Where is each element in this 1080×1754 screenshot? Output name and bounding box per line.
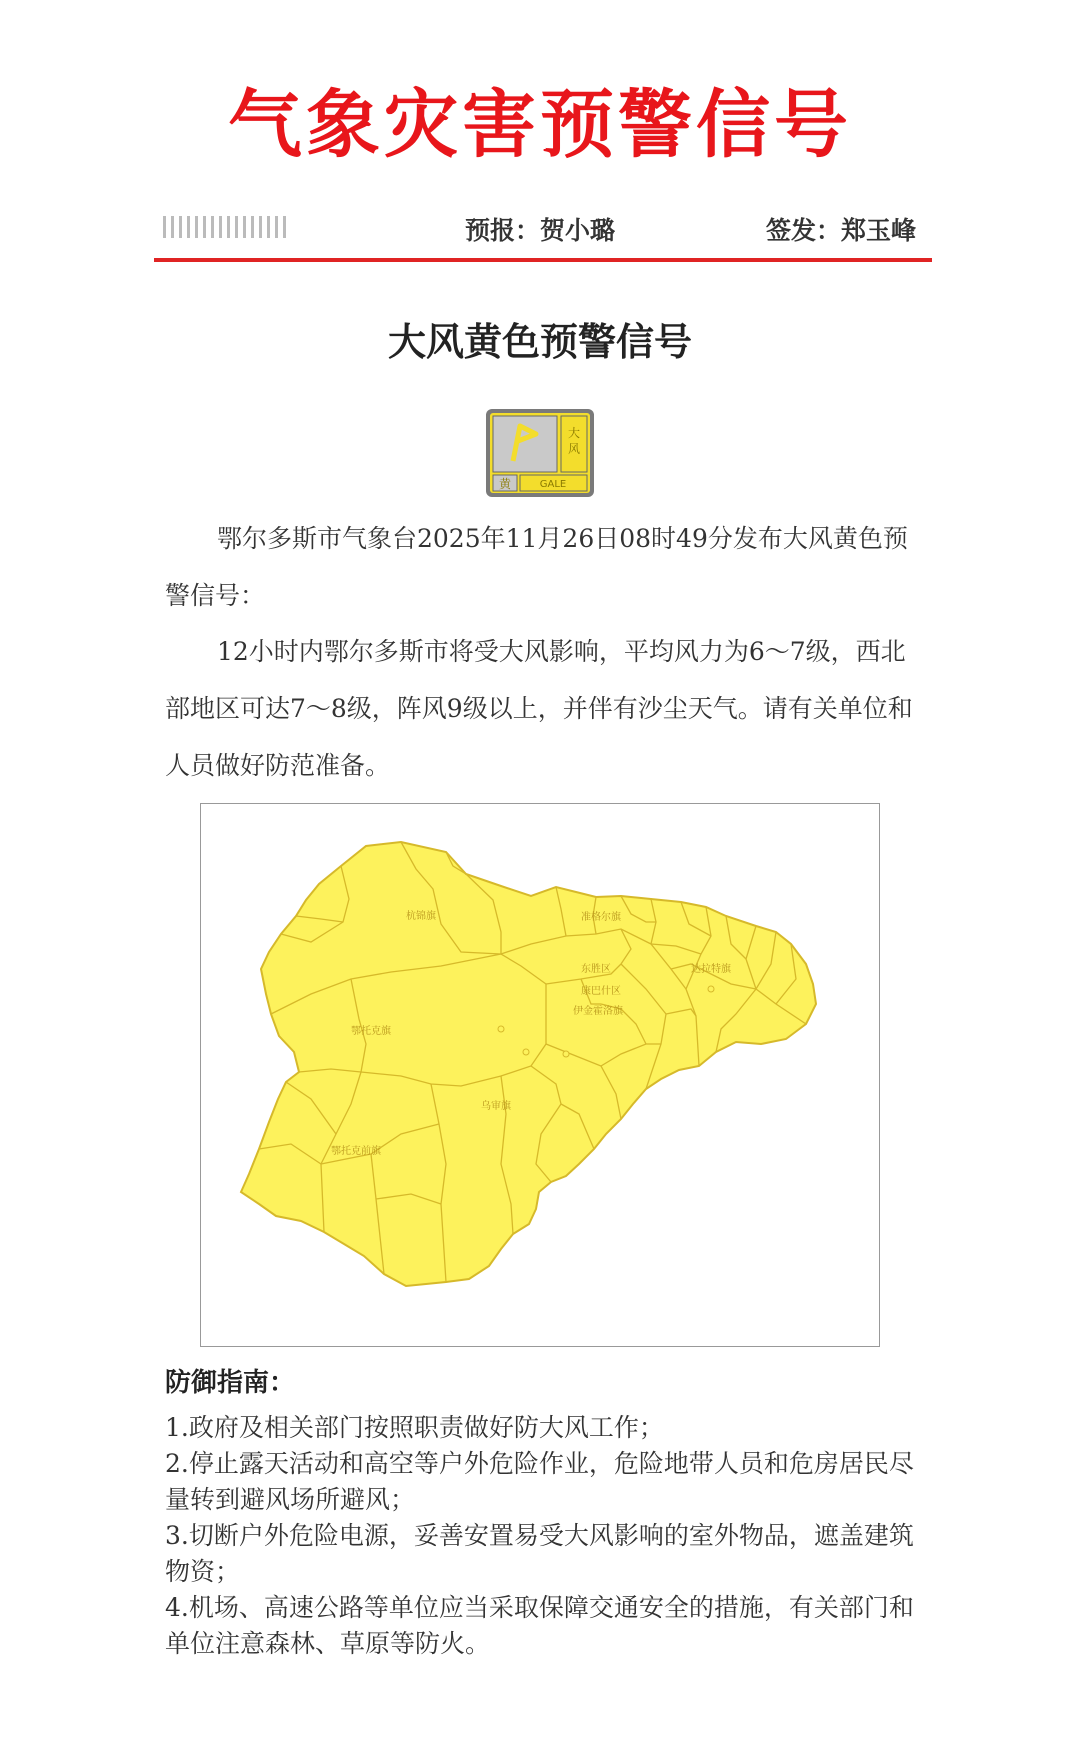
guide-item: 1.政府及相关部门按照职责做好防大风工作； [165,1413,664,1442]
defense-guide-title: 防御指南： [165,1368,296,1398]
map-label-1: 准格尔旗 [581,912,621,923]
map-label-0: 杭锦旗 [406,911,436,922]
map-label-3: 伊金霍洛旗 [573,1006,623,1017]
wind-yellow-warning-icon [486,409,594,497]
icon-text-bottom-right: GALE [539,479,567,490]
signal-title: 大风黄色预警信号 [387,319,692,364]
serial-number-redacted [163,216,313,242]
map-label-6: 乌审旗 [481,1101,511,1112]
guide-item: 3.切断户外危险电源，妥善安置易受大风影响的室外物品，遮盖建筑物资； [165,1521,914,1586]
warning-area-map [200,803,880,1347]
document-title: 气象灾害预警信号 [228,82,852,168]
map-label-8: 康巴什区 [581,986,621,997]
icon-text-top-1: 大 [567,426,581,440]
issuer: 签发：郑玉峰 [766,216,917,245]
map-label-7: 鄂托克前旗 [331,1146,381,1157]
map-label-2: 东胜区 [581,964,611,975]
guide-item: 2.停止露天活动和高空等户外危险作业，危险地带人员和危房居民尽量转到避风场所避风； [165,1449,914,1514]
header-divider [154,258,932,262]
guide-item: 4.机场、高速公路等单位应当采取保障交通安全的措施，有关部门和单位注意森林、草原等防火。 [165,1593,914,1658]
forecaster: 预报：贺小璐 [465,216,616,245]
map-label-4: 达拉特旗 [691,964,731,975]
icon-text-top-2: 风 [567,442,581,456]
ordos-region-shape [241,842,816,1286]
announcement-paragraph: 鄂尔多斯市气象台2025年11月26日08时49分发布大风黄色预警信号： [165,524,908,610]
warning-detail-paragraph: 12小时内鄂尔多斯市将受大风影响，平均风力为6～7级，西北部地区可达7～8级，阵风9级以上，并伴有沙尘天气。请有关单位和人员做好防范准备。 [165,637,913,780]
map-label-5: 鄂托克旗 [351,1026,391,1037]
icon-text-bottom-left: 黄 [498,477,512,491]
defense-guide-list [165,1410,920,1662]
